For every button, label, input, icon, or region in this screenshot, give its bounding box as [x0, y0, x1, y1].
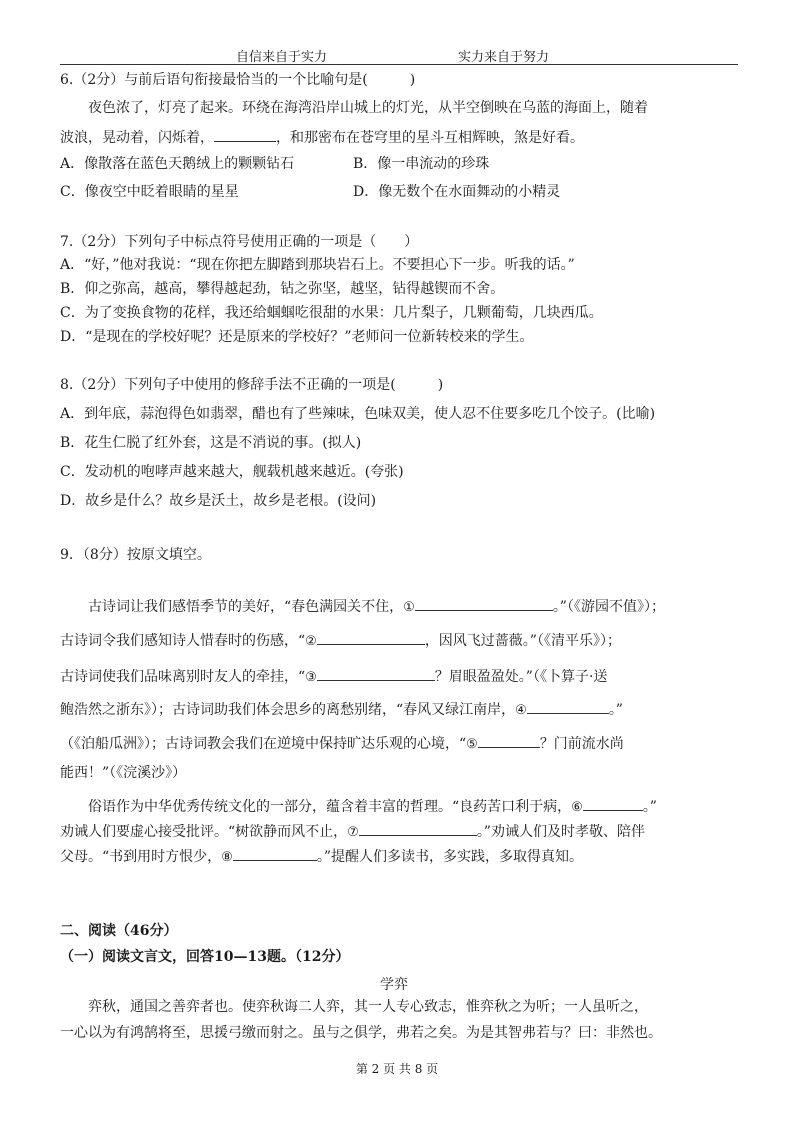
- q9-text: ？眉眼盈盈处。”（《卜算子·送: [434, 669, 608, 685]
- q7-option-c[interactable]: C．为了变换食物的花样，我还给蝈蝈吃很甜的水果：几片梨子，几颗葡萄，几块西瓜。: [60, 305, 603, 321]
- q7-option-a[interactable]: A．“好，”他对我说：“现在你把左脚踏到那块岩石上。不要担心下一步。听我的话。”: [60, 257, 575, 273]
- section-title: 二、阅读（46分）: [60, 923, 178, 939]
- q9-stem: 9．（8分）按原文填空。: [60, 547, 211, 563]
- q9-line7: [88, 796, 657, 817]
- q6-option-d[interactable]: D．像无数个在水面舞动的小精灵: [353, 184, 561, 200]
- q9-text: 古诗词令我们感知诗人惜春时的伤感，“: [60, 633, 306, 649]
- article-line1: 弈秋，通国之善弈者也。使弈秋诲二人弈，其一人专心致志，惟弈秋之为听；一人虽听之，: [88, 999, 648, 1015]
- subsection-title: （一）阅读文言文，回答10—13题。（12分）: [60, 949, 350, 965]
- q9-text: 鲍浩然之浙东》）；古诗词助我们体会思乡的离愁别绪，“春风又绿江南岸，: [60, 702, 516, 718]
- q9-text: 。”: [608, 702, 623, 718]
- q9-line5: [60, 733, 624, 754]
- q9-line9: [60, 846, 583, 867]
- q9-text: 劝诫人们要虚心接受批评。“树欲静而风不止，: [60, 824, 348, 840]
- q9-blank-1[interactable]: [415, 596, 553, 611]
- q6-option-b[interactable]: B．像一串流动的珍珠: [353, 156, 490, 172]
- q6-passage-part2: ，和那密布在苍穹里的星斗互相辉映，煞是好看。: [276, 130, 584, 146]
- blank-number: ①: [403, 600, 415, 615]
- blank-number: ⑥: [571, 800, 583, 815]
- q6-passage-line2: [60, 127, 584, 147]
- q6-answer-blank[interactable]: [214, 127, 276, 142]
- q9-line6: 能西！”（《浣溪沙》）: [60, 765, 187, 781]
- q9-blank-3[interactable]: [317, 666, 435, 681]
- header-motto-right: 实力来自于努力: [458, 50, 550, 65]
- q9-line2: [60, 630, 621, 651]
- page-header: [60, 44, 738, 65]
- q9-text: ，因风飞过蔷薇。”（《清平乐》）；: [424, 633, 621, 649]
- q9-text: 。”: [642, 799, 657, 815]
- q9-text: 古诗词让我们感悟季节的美好，“春色满园关不住，: [88, 599, 404, 615]
- blank-number: ②: [305, 634, 317, 649]
- q9-blank-5[interactable]: [478, 733, 540, 748]
- q9-blank-2[interactable]: [317, 630, 425, 645]
- q7-stem: 7.（2分）下列句子中标点符号使用正确的一项是（ ）: [60, 234, 419, 250]
- q7-option-d[interactable]: D．“是现在的学校好呢？还是原来的学校好？”老师问一位新转校来的学生。: [60, 329, 534, 345]
- article-line2: 一心以为有鸿鹄将至，思援弓缴而射之。虽与之俱学，弗若之矣。为是其智弗若与？曰：非然也。: [60, 1025, 662, 1041]
- q6-stem: 6.（2分）与前后语句衔接最恰当的一个比喻句是( ): [60, 72, 416, 88]
- q9-text: 。”劝诫人们及时孝敬、陪伴: [476, 824, 645, 840]
- q9-blank-7[interactable]: [359, 821, 477, 836]
- blank-number: ⑦: [347, 825, 359, 840]
- q9-line3: [60, 666, 607, 687]
- q9-text: 古诗词使我们品味离别时友人的牵挂，“: [60, 669, 306, 685]
- q9-text: 俗语作为中华优秀传统文化的一部分，蕴含着丰富的哲理。“良药苦口利于病，: [88, 799, 572, 815]
- page-footer: 第 2 页 共 8 页: [355, 1062, 439, 1076]
- q6-passage-line1: 夜色浓了，灯亮了起来。环绕在海湾沿岸山城上的灯光，从半空倒映在乌蓝的海面上，随着: [88, 100, 648, 116]
- q6-option-c[interactable]: C．像夜空中眨着眼睛的星星: [60, 184, 239, 200]
- q8-stem: 8.（2分）下列句子中使用的修辞手法不正确的一项是( ): [60, 377, 444, 393]
- blank-number: ③: [305, 670, 317, 685]
- q9-text: 。”提醒人们多读书，多实践，多取得真知。: [316, 849, 583, 865]
- q9-blank-8[interactable]: [233, 846, 317, 861]
- blank-number: ⑧: [221, 850, 233, 865]
- blank-number: ⑤: [466, 737, 478, 752]
- q7-option-b[interactable]: B．仰之弥高，越高，攀得越起劲，钻之弥坚，越坚，钻得越锲而不舍。: [60, 281, 505, 297]
- q9-text: 父母。“书到用时方恨少，: [60, 849, 222, 865]
- article-title: 学弈: [380, 977, 408, 993]
- q9-blank-6[interactable]: [583, 796, 643, 811]
- q6-option-a[interactable]: A．像散落在蓝色天鹅绒上的颗颗钻石: [60, 156, 295, 172]
- q9-text: 。”（《游园不值》）；: [552, 599, 665, 615]
- q9-text: ？门前流水尚: [539, 736, 624, 752]
- header-motto-left: 自信来自于实力: [236, 50, 328, 65]
- q8-option-d[interactable]: D．故乡是什么？故乡是沃土，故乡是老根。(设问): [60, 493, 377, 509]
- q9-line1: [88, 596, 665, 617]
- q9-line8: [60, 821, 645, 842]
- q8-option-c[interactable]: C．发动机的咆哮声越来越大，舰载机越来越近。(夸张): [60, 464, 404, 480]
- blank-number: ④: [515, 703, 527, 718]
- q9-blank-4[interactable]: [527, 699, 609, 714]
- q8-option-a[interactable]: A．到年底，蒜泡得色如翡翠，醋也有了些辣味，色味双美，使人忍不住要多吃几个饺子。(比喻): [60, 406, 656, 422]
- q8-option-b[interactable]: B．花生仁脱了红外套，这是不消说的事。(拟人): [60, 435, 362, 451]
- q9-text: （《泊船瓜洲》）；古诗词教会我们在逆境中保持旷达乐观的心境，“: [60, 736, 467, 752]
- q6-passage-part1: 波浪，晃动着，闪烁着，: [60, 130, 214, 146]
- q9-line4: [60, 699, 623, 720]
